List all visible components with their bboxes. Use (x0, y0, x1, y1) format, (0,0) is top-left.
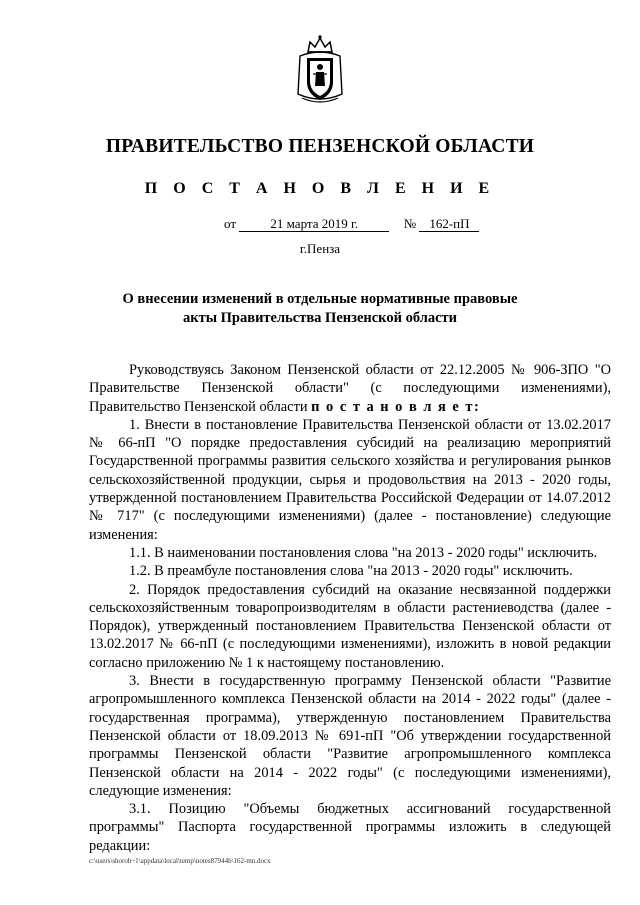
document-type: П О С Т А Н О В Л Е Н И Е (144, 180, 496, 197)
date-prefix: от (224, 216, 237, 231)
date-number-line (224, 216, 479, 232)
paragraph-2: 2. Порядок предоставления субсидий на оказание несвязанной поддержки сельскохозяйственным товаропроизводителям в области растениеводства (далее - Порядок), утвержденный постановлением Правительства Пензенской области от 13.02.2017 № 66-пП (с последующими изменениями), изложить в новой редакции согласно приложению № 1 к настоящему постановлению. (89, 581, 611, 671)
city: г.Пенза (299, 241, 341, 256)
document-body (89, 361, 611, 855)
paragraph-1-1: 1.1. В наименовании постановления слова "на 2013 - 2020 годы" исключить. (129, 544, 598, 561)
government-title: ПРАВИТЕЛЬСТВО ПЕНЗЕНСКОЙ ОБЛАСТИ (105, 136, 535, 157)
document-subject: О внесении изменений в отдельные нормативные правовые акты Правительства Пензенской области (122, 291, 518, 326)
document-date: 21 марта 2019 г. (239, 217, 389, 232)
number-prefix: № (403, 216, 417, 231)
preamble-text: Руководствуясь Законом Пензенской области от 22.12.2005 № 906-ЗПО "О Правительстве Пензенской области" (с последующими изменениями), Правительство Пензенской области (89, 362, 611, 415)
paragraph-1-2: 1.2. В преамбуле постановления слова "на 2013 - 2020 годы" исключить. (129, 563, 573, 580)
coat-of-arms-icon (294, 34, 346, 110)
paragraph-3-1: 3.1. Позицию "Объемы бюджетных ассигнований государственной программы" Паспорта государственной программы изложить в следующей редакции: (89, 801, 611, 854)
paragraph-preamble (89, 361, 611, 416)
paragraph-3: 3. Внести в государственную программу Пензенской области "Развитие агропромышленного комплекса Пензенской области на 2014 - 2022 годы" (далее - государственная программа), утвержденную постановлением Правительства Пензенской области от 18.09.2013 № 691-пП "Об утверждении государственной программы Пензенской области "Развитие агропромышленного комплекса Пензенской области на 2014 - 2022 годы" (с последующими изменениями), следующие изменения: (89, 673, 611, 799)
resolves-keyword: п о с т а н о в л я е т: (311, 398, 481, 415)
paragraph-1: 1. Внести в постановление Правительства Пензенской области от 13.02.2017 № 66-пП "О порядке предоставления субсидий на реализацию мероприятий Государственной программы развития сельского хозяйства и регулирования рынков сельскохозяйственной продукции, сырья и продовольствия на 2013 - 2020 годы, утвержденной постановлением Правительства Российской Федерации от 14.07.2012 № 717" (с последующими изменениями) (далее - постановление) следующие изменения: (89, 416, 611, 543)
document-number: 162-пП (419, 217, 479, 232)
file-path-footer: c:\users\shoroh~1\appdata\local\temp\notes87944b\162-mn.docx (89, 857, 271, 865)
